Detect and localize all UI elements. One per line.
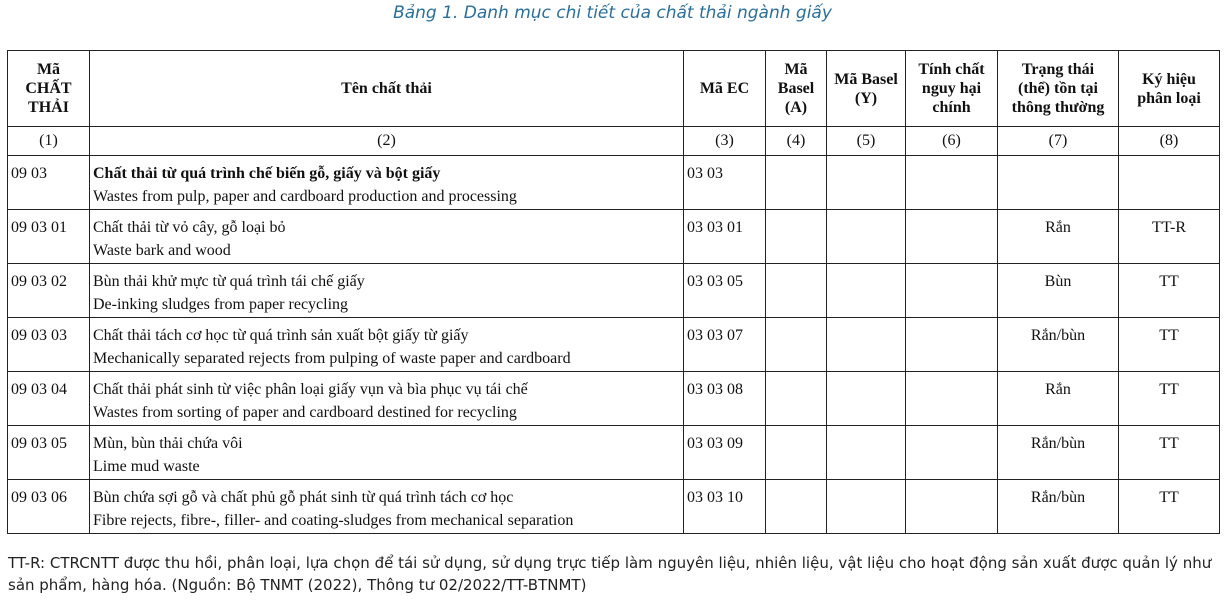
header-waste-code: Mã CHẤT THẢI bbox=[8, 51, 90, 127]
basel-y-cell bbox=[827, 318, 906, 372]
hazard-cell bbox=[906, 156, 998, 210]
waste-code-cell: 09 03 05 bbox=[8, 426, 90, 480]
waste-name-cell bbox=[90, 318, 684, 372]
hazard-cell bbox=[906, 480, 998, 534]
state-cell: Bùn bbox=[998, 264, 1119, 318]
state-cell bbox=[998, 156, 1119, 210]
basel-y-cell bbox=[827, 426, 906, 480]
column-number-row bbox=[8, 127, 1220, 156]
ec-code-cell: 03 03 05 bbox=[684, 264, 766, 318]
header-basel-a: Mã Basel (A) bbox=[766, 51, 827, 127]
table-row bbox=[8, 318, 1220, 372]
waste-name-en: Mechanically separated rejects from pulping of waste paper and cardboard bbox=[93, 350, 571, 367]
table-row bbox=[8, 480, 1220, 534]
table-row bbox=[8, 210, 1220, 264]
hazard-cell bbox=[906, 264, 998, 318]
table-caption: Bảng 1. Danh mục chi tiết của chất thải ngành giấy bbox=[393, 3, 832, 23]
ec-code-cell: 03 03 07 bbox=[684, 318, 766, 372]
footnote: TT-R: CTRCNTT được thu hồi, phân loại, lựa chọn để tái sử dụng, sử dụng trực tiếp làm nguyên liệu, nhiên liệu, vật liệu cho hoạt động sản xuất được quản lý như sản phẩm, hàng hóa. (Nguồn: Bộ TNMT (2022), Thông tư 02/2022/TT-BTNMT) bbox=[8, 554, 1212, 594]
symbol-cell: TT-R bbox=[1119, 210, 1220, 264]
header-physical-state: Trạng thái (thể) tồn tại thông thường bbox=[998, 51, 1119, 127]
state-cell: Rắn/bùn bbox=[998, 426, 1119, 480]
basel-y-cell bbox=[827, 372, 906, 426]
column-number: (8) bbox=[1119, 127, 1220, 156]
basel-a-cell bbox=[766, 156, 827, 210]
symbol-cell: TT bbox=[1119, 264, 1220, 318]
symbol-cell: TT bbox=[1119, 426, 1220, 480]
ec-code-cell: 03 03 bbox=[684, 156, 766, 210]
waste-code-cell: 09 03 06 bbox=[8, 480, 90, 534]
basel-y-cell bbox=[827, 210, 906, 264]
table-row bbox=[8, 426, 1220, 480]
basel-a-cell bbox=[766, 480, 827, 534]
header-row bbox=[8, 51, 1220, 127]
waste-name-en: Wastes from sorting of paper and cardboard destined for recycling bbox=[93, 404, 517, 421]
hazard-cell bbox=[906, 372, 998, 426]
waste-catalog-table bbox=[7, 50, 1220, 534]
hazard-cell bbox=[906, 210, 998, 264]
waste-code-cell: 09 03 bbox=[8, 156, 90, 210]
table-row bbox=[8, 156, 1220, 210]
waste-name-vi: Bùn chứa sợi gỗ và chất phủ gỗ phát sinh từ quá trình tách cơ học bbox=[93, 489, 514, 506]
symbol-cell: TT bbox=[1119, 318, 1220, 372]
waste-name-vi: Chất thải từ vỏ cây, gỗ loại bỏ bbox=[93, 219, 286, 236]
hazard-cell bbox=[906, 318, 998, 372]
basel-a-cell bbox=[766, 318, 827, 372]
waste-name-vi: Chất thải tách cơ học từ quá trình sản xuất bột giấy từ giấy bbox=[93, 327, 469, 344]
hazard-cell bbox=[906, 426, 998, 480]
state-cell: Rắn bbox=[998, 210, 1119, 264]
header-classification-symbol: Ký hiệu phân loại bbox=[1119, 51, 1220, 127]
basel-y-cell bbox=[827, 156, 906, 210]
waste-name-vi: Chất thải phát sinh từ việc phân loại giấy vụn và bìa phục vụ tái chế bbox=[93, 381, 528, 398]
state-cell: Rắn/bùn bbox=[998, 318, 1119, 372]
basel-y-cell bbox=[827, 264, 906, 318]
waste-name-cell bbox=[90, 156, 684, 210]
ec-code-cell: 03 03 09 bbox=[684, 426, 766, 480]
symbol-cell bbox=[1119, 156, 1220, 210]
column-number: (2) bbox=[90, 127, 684, 156]
header-hazard-property: Tính chất nguy hại chính bbox=[906, 51, 998, 127]
basel-a-cell bbox=[766, 210, 827, 264]
header-ec-code: Mã EC bbox=[684, 51, 766, 127]
header-basel-y: Mã Basel (Y) bbox=[827, 51, 906, 127]
waste-code-cell: 09 03 02 bbox=[8, 264, 90, 318]
column-number: (6) bbox=[906, 127, 998, 156]
ec-code-cell: 03 03 01 bbox=[684, 210, 766, 264]
waste-name-en: Waste bark and wood bbox=[93, 242, 231, 259]
waste-name-en: De-inking sludges from paper recycling bbox=[93, 296, 349, 313]
column-number: (1) bbox=[8, 127, 90, 156]
waste-name-en: Fibre rejects, fibre-, filler- and coating-sludges from mechanical separation bbox=[93, 512, 574, 529]
state-cell: Rắn bbox=[998, 372, 1119, 426]
waste-name-vi: Bùn thải khử mực từ quá trình tái chế giấy bbox=[93, 273, 365, 290]
waste-name-cell bbox=[90, 264, 684, 318]
column-number: (4) bbox=[766, 127, 827, 156]
basel-a-cell bbox=[766, 372, 827, 426]
waste-name-cell bbox=[90, 426, 684, 480]
waste-name-cell bbox=[90, 210, 684, 264]
symbol-cell: TT bbox=[1119, 372, 1220, 426]
table-row bbox=[8, 264, 1220, 318]
symbol-cell: TT bbox=[1119, 480, 1220, 534]
basel-y-cell bbox=[827, 480, 906, 534]
waste-name-cell bbox=[90, 480, 684, 534]
waste-name-en: Lime mud waste bbox=[93, 458, 200, 475]
waste-name-cell bbox=[90, 372, 684, 426]
waste-code-cell: 09 03 04 bbox=[8, 372, 90, 426]
waste-name-vi: Chất thải từ quá trình chế biến gỗ, giấy và bột giấy bbox=[93, 165, 441, 182]
basel-a-cell bbox=[766, 264, 827, 318]
column-number: (5) bbox=[827, 127, 906, 156]
waste-name-en: Wastes from pulp, paper and cardboard production and processing bbox=[93, 188, 517, 205]
ec-code-cell: 03 03 08 bbox=[684, 372, 766, 426]
header-waste-name: Tên chất thải bbox=[90, 51, 684, 127]
waste-name-vi: Mùn, bùn thải chứa vôi bbox=[93, 435, 243, 452]
ec-code-cell: 03 03 10 bbox=[684, 480, 766, 534]
waste-code-cell: 09 03 03 bbox=[8, 318, 90, 372]
waste-code-cell: 09 03 01 bbox=[8, 210, 90, 264]
column-number: (7) bbox=[998, 127, 1119, 156]
column-number: (3) bbox=[684, 127, 766, 156]
table-row bbox=[8, 372, 1220, 426]
basel-a-cell bbox=[766, 426, 827, 480]
state-cell: Rắn/bùn bbox=[998, 480, 1119, 534]
